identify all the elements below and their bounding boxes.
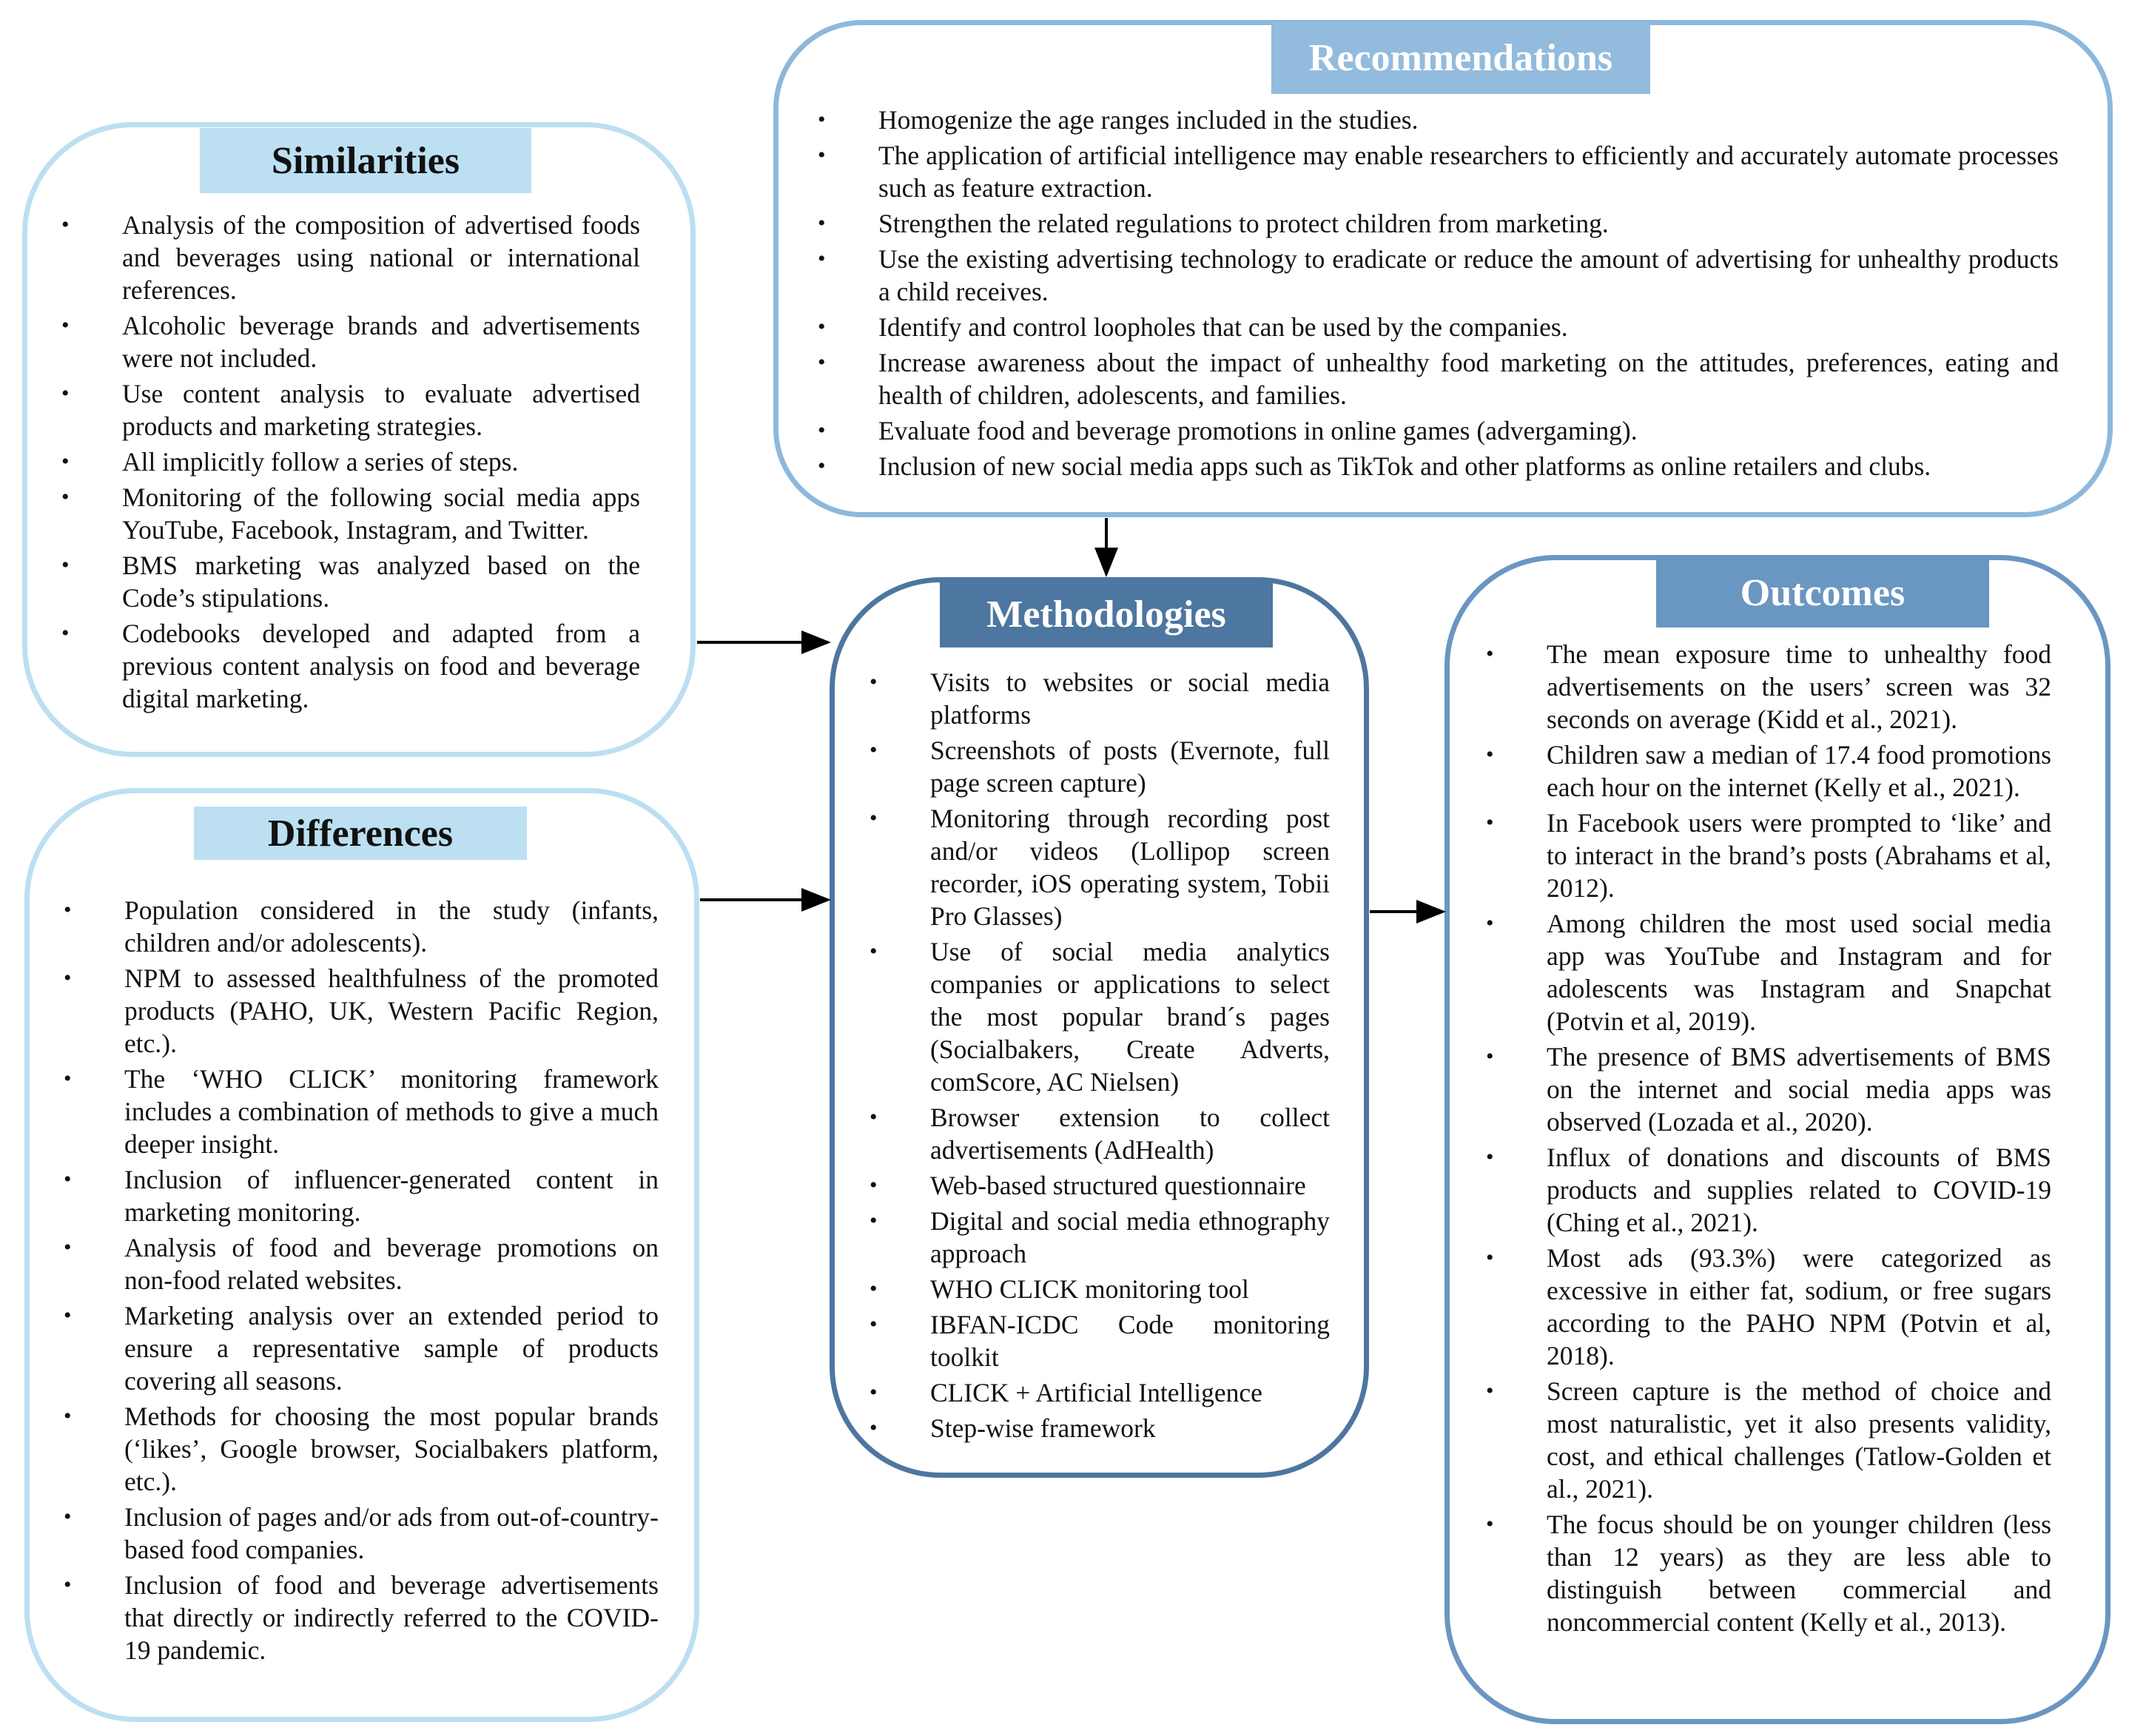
list-item-text: Digital and social media ethnography approach — [930, 1206, 1330, 1268]
list-item — [56, 617, 640, 715]
list-item — [1480, 807, 2051, 904]
list-item — [812, 414, 2059, 447]
bullet-icon: • — [1486, 1245, 1494, 1270]
list-item — [812, 346, 2059, 411]
bullet-icon: • — [61, 553, 70, 577]
bullet-icon: • — [818, 107, 826, 132]
list-item — [56, 549, 640, 614]
recommendations-list — [812, 104, 2059, 485]
bullet-icon: • — [1486, 642, 1494, 666]
list-item — [812, 450, 2059, 482]
bullet-icon: • — [1486, 1512, 1494, 1536]
list-item — [1480, 739, 2051, 804]
bullet-icon: • — [870, 806, 878, 830]
bullet-icon: • — [61, 313, 70, 337]
list-item — [812, 139, 2059, 204]
list-item-text: The ‘WHO CLICK’ monitoring framework includes a combination of methods to give a much deeper insight. — [124, 1064, 659, 1159]
list-item — [864, 734, 1330, 799]
bullet-icon: • — [1486, 1044, 1494, 1069]
bullet-icon: • — [870, 1380, 878, 1404]
differences-header: Differences — [194, 807, 527, 860]
bullet-icon: • — [64, 1404, 72, 1428]
list-item — [1480, 1040, 2051, 1138]
bullet-icon: • — [64, 898, 72, 922]
list-item — [864, 802, 1330, 932]
methodologies-header: Methodologies — [940, 581, 1273, 647]
list-item — [58, 1299, 659, 1397]
list-item — [58, 1231, 659, 1296]
bullet-icon: • — [870, 1208, 878, 1233]
list-item-text: Population considered in the study (infants, children and/or adolescents). — [124, 895, 659, 958]
similarities-list — [56, 209, 640, 718]
similarities-header: Similarities — [200, 128, 531, 193]
bullet-icon: • — [64, 1167, 72, 1191]
list-item-text: The mean exposure time to unhealthy food advertisements on the users’ screen was 32 seconds on average (Kidd et al., 2021). — [1547, 639, 2051, 734]
list-item-text: Influx of donations and discounts of BMS products and supplies related to COVID-19 (Ching et al., 2021). — [1547, 1143, 2051, 1237]
list-item — [58, 894, 659, 959]
list-item-text: Increase awareness about the impact of unhealthy food marketing on the attitudes, preferences, eating and health of children, adolescents, and families. — [878, 348, 2059, 410]
bullet-icon: • — [818, 211, 826, 235]
list-item-text: Inclusion of pages and/or ads from out-of-country-based food companies. — [124, 1502, 659, 1564]
list-item-text: Inclusion of new social media apps such as TikTok and other platforms as online retailers and clubs. — [878, 451, 1931, 481]
bullet-icon: • — [64, 1066, 72, 1091]
list-item-text: BMS marketing was analyzed based on the Code’s stipulations. — [122, 551, 640, 613]
list-item-text: Browser extension to collect advertisements (AdHealth) — [930, 1103, 1330, 1165]
list-item-text: Methods for choosing the most popular brands (‘likes’, Google browser, Socialbakers platform, etc.). — [124, 1402, 659, 1496]
list-item-text: Homogenize the age ranges included in the studies. — [878, 105, 1419, 135]
list-item-text: Monitoring through recording post and/or videos (Lollipop screen recorder, iOS operating system, Tobii Pro Glasses) — [930, 804, 1330, 931]
list-item — [58, 1569, 659, 1666]
list-item — [864, 1308, 1330, 1373]
list-item — [56, 377, 640, 443]
outcomes-header: Outcomes — [1656, 559, 1989, 628]
list-item-text: In Facebook users were prompted to ‘like’ and to interact in the brand’s posts (Abrahams et al, 2012). — [1547, 808, 2051, 903]
bullet-icon: • — [61, 212, 70, 237]
bullet-icon: • — [818, 350, 826, 374]
list-item — [1480, 638, 2051, 736]
list-item-text: NPM to assessed healthfulness of the promoted products (PAHO, UK, Western Pacific Region, etc.). — [124, 963, 659, 1058]
bullet-icon: • — [64, 1303, 72, 1328]
list-item — [58, 962, 659, 1060]
list-item-text: Web-based structured questionnaire — [930, 1171, 1306, 1200]
bullet-icon: • — [1486, 911, 1494, 935]
list-item-text: Evaluate food and beverage promotions in online games (advergaming). — [878, 416, 1638, 445]
list-item-text: All implicitly follow a series of steps. — [122, 447, 519, 477]
bullet-icon: • — [870, 670, 878, 694]
list-item — [58, 1400, 659, 1498]
list-item-text: Analysis of the composition of advertised foods and beverages using national or international references. — [122, 210, 640, 305]
list-item — [1480, 1508, 2051, 1638]
list-item — [1480, 1242, 2051, 1372]
list-item-text: Use of social media analytics companies or applications to select the most popular brand´s pages (Socialbakers, Create Adverts, comScore, AC Nielsen) — [930, 937, 1330, 1097]
list-item — [56, 445, 640, 478]
bullet-icon: • — [870, 738, 878, 762]
list-item-text: Inclusion of influencer-generated content in marketing monitoring. — [124, 1165, 659, 1227]
list-item — [58, 1063, 659, 1160]
list-item — [58, 1163, 659, 1228]
bullet-icon: • — [64, 1572, 72, 1597]
bullet-icon: • — [64, 966, 72, 990]
list-item-text: Strengthen the related regulations to protect children from marketing. — [878, 209, 1609, 238]
bullet-icon: • — [1486, 1145, 1494, 1169]
list-item — [864, 1412, 1330, 1444]
bullet-icon: • — [61, 485, 70, 509]
bullet-icon: • — [1486, 742, 1494, 767]
list-item — [864, 935, 1330, 1098]
list-item-text: Use the existing advertising technology to eradicate or reduce the amount of advertising for unhealthy products a child receives. — [878, 244, 2059, 306]
list-item — [56, 209, 640, 306]
list-item — [864, 1376, 1330, 1409]
list-item — [864, 1101, 1330, 1166]
bullet-icon: • — [64, 1504, 72, 1529]
list-item — [864, 1205, 1330, 1270]
bullet-icon: • — [818, 418, 826, 443]
bullet-icon: • — [870, 1173, 878, 1197]
list-item-text: Identify and control loopholes that can be used by the companies. — [878, 312, 1568, 342]
list-item-text: Alcoholic beverage brands and advertisements were not included. — [122, 311, 640, 373]
bullet-icon: • — [818, 246, 826, 271]
bullet-icon: • — [870, 1276, 878, 1301]
differences-list — [58, 894, 659, 1669]
list-item-text: CLICK + Artificial Intelligence — [930, 1378, 1262, 1407]
list-item — [58, 1501, 659, 1566]
list-item — [864, 1169, 1330, 1202]
list-item-text: Screen capture is the method of choice and most naturalistic, yet it also presents validity, cost, and ethical challenges (Tatlow-Golden et al., 2021). — [1547, 1376, 2051, 1504]
list-item — [56, 481, 640, 546]
list-item — [864, 666, 1330, 731]
list-item-text: IBFAN-ICDC Code monitoring toolkit — [930, 1310, 1330, 1372]
list-item — [1480, 907, 2051, 1037]
bullet-icon: • — [870, 939, 878, 963]
list-item-text: Screenshots of posts (Evernote, full page screen capture) — [930, 736, 1330, 798]
list-item-text: Step-wise framework — [930, 1413, 1156, 1443]
bullet-icon: • — [818, 143, 826, 167]
list-item-text: Inclusion of food and beverage advertisements that directly or indirectly referred to the COVID-19 pandemic. — [124, 1570, 659, 1665]
bullet-icon: • — [870, 1312, 878, 1336]
list-item-text: WHO CLICK monitoring tool — [930, 1274, 1249, 1304]
bullet-icon: • — [1486, 1379, 1494, 1403]
list-item — [812, 207, 2059, 240]
list-item — [56, 309, 640, 374]
bullet-icon: • — [64, 1235, 72, 1259]
bullet-icon: • — [61, 449, 70, 474]
bullet-icon: • — [1486, 810, 1494, 835]
list-item — [812, 311, 2059, 343]
list-item-text: Children saw a median of 17.4 food promotions each hour on the internet (Kelly et al., 2021). — [1547, 740, 2051, 802]
list-item — [1480, 1375, 2051, 1505]
outcomes-list — [1480, 638, 2051, 1641]
bullet-icon: • — [61, 381, 70, 406]
bullet-icon: • — [818, 314, 826, 339]
list-item-text: Visits to websites or social media platforms — [930, 667, 1330, 730]
list-item-text: Analysis of food and beverage promotions on non-food related websites. — [124, 1233, 659, 1295]
bullet-icon: • — [61, 621, 70, 645]
list-item-text: Most ads (93.3%) were categorized as excessive in either fat, sodium, or free sugars according to the PAHO NPM (Potvin et al, 2018). — [1547, 1243, 2051, 1370]
methodologies-list — [864, 666, 1330, 1447]
list-item — [812, 104, 2059, 136]
list-item-text: Codebooks developed and adapted from a previous content analysis on food and beverage digital marketing. — [122, 619, 640, 713]
bullet-icon: • — [870, 1416, 878, 1440]
list-item-text: Monitoring of the following social media apps YouTube, Facebook, Instagram, and Twitter. — [122, 482, 640, 545]
list-item — [1480, 1141, 2051, 1239]
list-item-text: The presence of BMS advertisements of BMS on the internet and social media apps was observed (Lozada et al., 2020). — [1547, 1042, 2051, 1137]
list-item-text: The focus should be on younger children (less than 12 years) as they are less able to distinguish between commercial and noncommercial content (Kelly et al., 2013). — [1547, 1510, 2051, 1637]
recommendations-header: Recommendations — [1271, 22, 1650, 94]
list-item-text: The application of artificial intelligence may enable researchers to efficiently and accurately automate processes such as feature extraction. — [878, 141, 2059, 203]
list-item — [864, 1273, 1330, 1305]
list-item — [812, 243, 2059, 308]
list-item-text: Use content analysis to evaluate advertised products and marketing strategies. — [122, 379, 640, 441]
list-item-text: Among children the most used social media app was YouTube and Instagram and for adolescents was Instagram and Snapchat (Potvin et al, 2019). — [1547, 909, 2051, 1036]
bullet-icon: • — [818, 454, 826, 478]
bullet-icon: • — [870, 1105, 878, 1129]
list-item-text: Marketing analysis over an extended period to ensure a representative sample of products covering all seasons. — [124, 1301, 659, 1396]
